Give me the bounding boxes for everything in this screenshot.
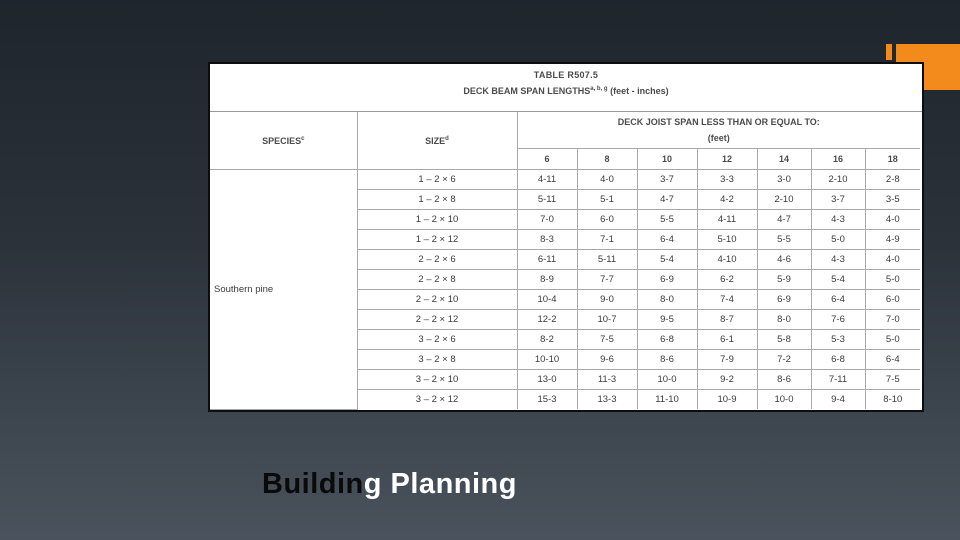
span-value-cell: 4-0 [577,170,637,190]
span-value-cell: 5-4 [811,270,865,290]
span-value-cell: 4-0 [865,250,920,270]
span-value-cell: 4-0 [865,210,920,230]
span-value-cell: 13-0 [517,370,577,390]
span-value-cell: 5-1 [577,190,637,210]
span-value-cell: 5-0 [865,330,920,350]
span-value-cell: 7-2 [757,350,811,370]
span-value-cell: 2-8 [865,170,920,190]
species-cell: Southern pine [210,170,357,410]
span-value-cell: 6-9 [757,290,811,310]
span-value-cell: 5-8 [757,330,811,350]
span-value-cell: 3-5 [865,190,920,210]
span-value-cell: 4-6 [757,250,811,270]
size-header [357,112,517,170]
span-value-cell: 3-3 [697,170,757,190]
span-value-cell: 9-0 [577,290,637,310]
span-value-cell: 6-8 [811,350,865,370]
span-table-image [208,62,924,412]
span-value-cell: 8-10 [865,390,920,410]
size-cell: 2 – 2 × 8 [357,270,517,290]
span-value-cell: 3-7 [811,190,865,210]
size-cell: 3 – 2 × 12 [357,390,517,410]
size-cell: 1 – 2 × 10 [357,210,517,230]
span-column-header: 12 [697,149,757,170]
span-value-cell: 5-11 [517,190,577,210]
size-header-label: SIZE [425,135,446,146]
span-value-cell: 7-0 [517,210,577,230]
joist-span-header [517,112,920,149]
span-value-cell: 4-10 [697,250,757,270]
span-value-cell: 5-0 [811,230,865,250]
span-value-cell: 6-2 [697,270,757,290]
span-value-cell: 6-4 [637,230,697,250]
span-value-cell: 7-6 [811,310,865,330]
span-value-cell: 2-10 [811,170,865,190]
span-value-cell: 4-11 [697,210,757,230]
species-header [210,112,357,170]
span-value-cell: 10-10 [517,350,577,370]
span-value-cell: 7-9 [697,350,757,370]
table-row [210,170,920,190]
slide-title: Building Planning [262,468,517,500]
span-value-cell: 9-2 [697,370,757,390]
size-cell: 3 – 2 × 8 [357,350,517,370]
span-value-cell: 8-6 [757,370,811,390]
species-header-footnote: c [301,135,305,142]
span-value-cell: 5-5 [637,210,697,230]
span-column-header: 6 [517,149,577,170]
span-column-header: 16 [811,149,865,170]
span-column-header: 8 [577,149,637,170]
span-value-cell: 8-7 [697,310,757,330]
joist-span-header-line1: DECK JOIST SPAN LESS THAN OR EQUAL TO: [617,117,820,127]
span-value-cell: 11-3 [577,370,637,390]
span-value-cell: 6-1 [697,330,757,350]
span-value-cell: 6-0 [577,210,637,230]
span-value-cell: 15-3 [517,390,577,410]
span-value-cell: 4-2 [697,190,757,210]
span-value-cell: 4-7 [637,190,697,210]
size-cell: 1 – 2 × 8 [357,190,517,210]
span-value-cell: 4-9 [865,230,920,250]
span-value-cell: 6-4 [811,290,865,310]
size-cell: 3 – 2 × 10 [357,370,517,390]
size-cell: 2 – 2 × 12 [357,310,517,330]
span-value-cell: 6-9 [637,270,697,290]
table-title: DECK BEAM SPAN LENGTHS$^{a, b, g}$ (feet - inches) [463,86,669,96]
span-value-cell: 3-0 [757,170,811,190]
span-value-cell: 7-1 [577,230,637,250]
span-value-cell: 6-8 [637,330,697,350]
size-cell: 1 – 2 × 12 [357,230,517,250]
span-value-cell: 5-10 [697,230,757,250]
span-value-cell: 4-7 [757,210,811,230]
span-value-cell: 2-10 [757,190,811,210]
span-value-cell: 12-2 [517,310,577,330]
span-column-header: 14 [757,149,811,170]
span-value-cell: 7-5 [865,370,920,390]
joist-span-header-line2: (feet) [707,133,730,143]
span-value-cell: 6-0 [865,290,920,310]
span-value-cell: 7-0 [865,310,920,330]
span-column-header: 10 [637,149,697,170]
deck-beam-span-table [210,112,920,410]
span-value-cell: 7-4 [697,290,757,310]
span-value-cell: 10-0 [637,370,697,390]
size-cell: 1 – 2 × 6 [357,170,517,190]
size-cell: 3 – 2 × 6 [357,330,517,350]
span-value-cell: 4-3 [811,210,865,230]
span-value-cell: 3-7 [637,170,697,190]
span-value-cell: 6-4 [865,350,920,370]
span-value-cell: 10-0 [757,390,811,410]
span-value-cell: 9-4 [811,390,865,410]
span-value-cell: 5-5 [757,230,811,250]
span-value-cell: 13-3 [577,390,637,410]
span-value-cell: 5-9 [757,270,811,290]
span-value-cell: 5-11 [577,250,637,270]
span-value-cell: 10-4 [517,290,577,310]
span-value-cell: 5-3 [811,330,865,350]
span-value-cell: 7-5 [577,330,637,350]
span-value-cell: 7-7 [577,270,637,290]
span-value-cell: 8-9 [517,270,577,290]
span-value-cell: 8-3 [517,230,577,250]
span-value-cell: 6-11 [517,250,577,270]
span-column-header: 18 [865,149,920,170]
table-heading [210,64,922,112]
span-value-cell: 5-0 [865,270,920,290]
span-value-cell: 8-0 [757,310,811,330]
span-value-cell: 8-6 [637,350,697,370]
size-cell: 2 – 2 × 10 [357,290,517,310]
span-value-cell: 11-10 [637,390,697,410]
header-row [210,112,920,149]
span-value-cell: 8-2 [517,330,577,350]
span-value-cell: 9-6 [577,350,637,370]
span-value-cell: 4-11 [517,170,577,190]
size-cell: 2 – 2 × 6 [357,250,517,270]
span-value-cell: 7-11 [811,370,865,390]
span-value-cell: 4-3 [811,250,865,270]
span-value-cell: 10-9 [697,390,757,410]
span-value-cell: 9-5 [637,310,697,330]
accent-bar-small [886,44,892,60]
table-number: TABLE R507.5 [533,70,599,80]
span-value-cell: 5-4 [637,250,697,270]
species-header-label: SPECIES [262,135,302,146]
span-value-cell: 10-7 [577,310,637,330]
span-value-cell: 8-0 [637,290,697,310]
size-header-footnote: d [445,135,449,142]
